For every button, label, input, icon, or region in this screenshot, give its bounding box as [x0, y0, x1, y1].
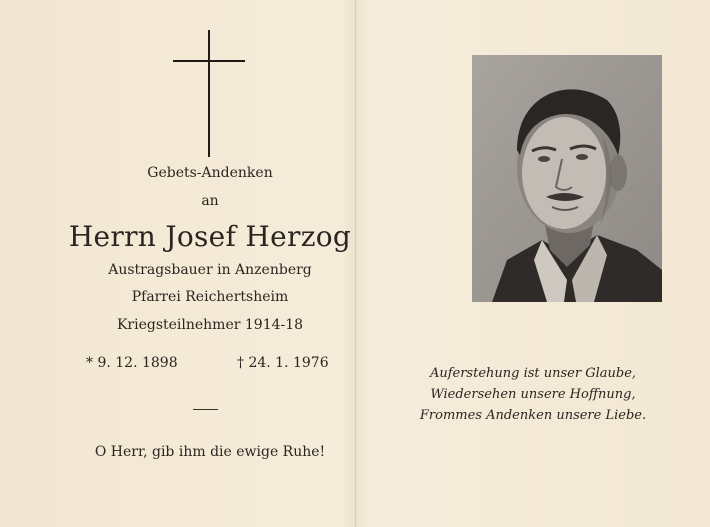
- birth-date: * 9. 12. 1898: [86, 355, 178, 371]
- prayer-text: O Herr, gib ihm die ewige Ruhe!: [94, 444, 326, 460]
- veteran-line: Kriegsteilnehmer 1914-18: [116, 317, 304, 333]
- right-page: [356, 0, 710, 527]
- quote-line-3: Frommes Andenken unsere Liebe.: [419, 408, 647, 423]
- an-text: an: [201, 193, 219, 209]
- deceased-name: Herrn Josef Herzog: [68, 220, 352, 253]
- heading: Gebets-Andenken: [147, 165, 273, 181]
- quote-line-2: Wiedersehen unsere Hoffnung,: [430, 387, 636, 402]
- parish-line: Pfarrei Reichertsheim: [131, 289, 289, 305]
- death-date: † 24. 1. 1976: [237, 355, 329, 371]
- portrait-photo: [472, 55, 662, 302]
- occupation-line: Austragsbauer in Anzenberg: [108, 262, 312, 278]
- quote-line-1: Auferstehung ist unser Glaube,: [429, 366, 637, 381]
- divider: [193, 409, 218, 410]
